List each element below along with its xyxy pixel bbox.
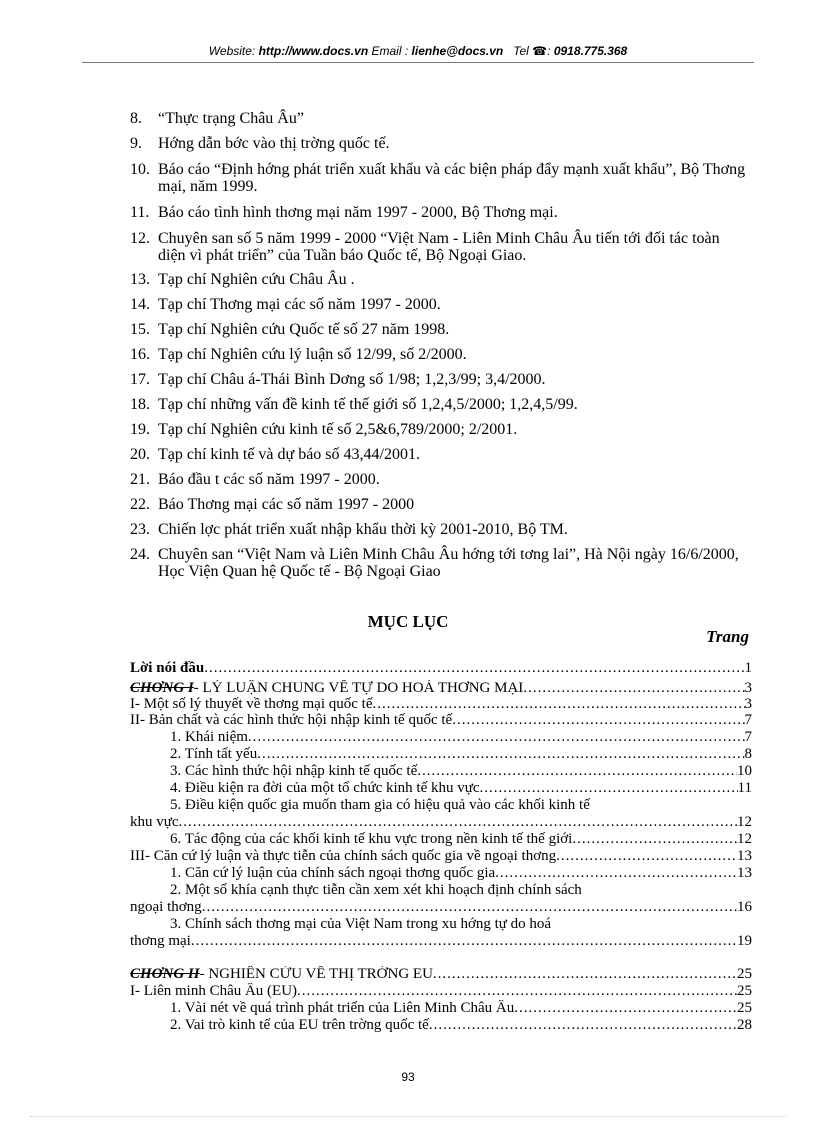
toc-leader [204,660,744,676]
reference-number: 12. [130,230,150,247]
reference-text: Tạp chí Nghiên cứu Quốc tế số 27 năm 1998. [158,321,450,338]
reference-number: 15. [130,321,150,338]
toc-entry-text: Lời nói đầu [130,660,205,676]
reference-number: 14. [130,296,150,313]
toc-page-number: 25 [737,983,752,999]
toc-entry-preface[interactable] [130,660,752,676]
reference-text: Báo cáo “Định hớng phát triển xuất khẩu và các biện pháp đẩy mạnh xuất khẩu”, Bộ Thơng mại, năm 1999. [158,161,746,195]
toc-leader [372,696,744,712]
toc-page-number: 12 [737,831,752,847]
toc-entry[interactable] [130,696,752,712]
reference-number: 24. [130,546,150,563]
reference-text: Báo cáo tình hình thơng mại năm 1997 - 2000, Bộ Thơng mại. [158,204,558,221]
toc-page-number: 19 [737,933,752,949]
toc-entry[interactable] [130,865,752,881]
website-label: Website: [208,44,256,58]
toc-page-number: 13 [737,848,752,864]
toc-entry[interactable] [130,814,752,830]
reference-text: Chiến lợc phát triển xuất nhập khẩu thời kỳ 2001-2010, Bộ TM. [158,521,568,538]
toc-entry[interactable] [130,1017,752,1033]
toc-entry[interactable] [130,729,752,745]
toc-entry-text: 2. Vai trò kinh tế của EU trên trờng quốc tế [170,1017,429,1033]
toc-page-number: 8 [744,746,752,762]
toc-entry-text: thơng mại [130,933,191,949]
toc-entry[interactable] [130,1000,752,1016]
toc-entry-chapter-1[interactable] [130,680,752,696]
toc-leader [556,848,737,864]
toc-leader [514,1000,737,1016]
toc-leader [417,763,737,779]
toc-leader [433,966,737,982]
footer-divider [30,1116,786,1117]
toc-page-number: 3 [744,696,752,712]
toc-leader [572,831,737,847]
toc-page-number: 7 [744,712,752,728]
website-link[interactable]: http://www.docs.vn [258,44,369,58]
toc-entry[interactable] [130,848,752,864]
chapter-label: CHƠNG I [130,680,194,696]
reference-text: Tạp chí Nghiên cứu Châu Âu . [158,271,355,288]
toc-leader [429,1017,737,1033]
toc-entry-text: 4. Điều kiện ra đời của một tổ chức kinh tế khu vực [170,780,480,796]
toc-entry-chapter-2[interactable] [130,966,752,982]
toc-leader [480,780,738,796]
toc-page-number: 3 [744,680,752,696]
reference-number: 17. [130,371,150,388]
toc-entry[interactable] [130,746,752,762]
toc-leader [257,746,744,762]
toc-leader [191,933,737,949]
toc-entry[interactable] [130,983,752,999]
reference-text: Tạp chí Nghiên cứu kinh tế số 2,5&6,789/2000; 2/2001. [158,421,518,438]
toc-leader [248,729,745,745]
toc-entry-text: 2. Tính tất yếu [170,746,258,762]
reference-number: 13. [130,271,150,288]
reference-text: Tạp chí Châu á-Thái Bình Dơng số 1/98; 1,2,3/99; 3,4/2000. [158,371,546,388]
header-divider [82,62,754,63]
reference-number: 19. [130,421,150,438]
toc-leader [523,680,744,696]
toc-entry[interactable] [130,899,752,915]
reference-number: 21. [130,471,150,488]
reference-number: 8. [130,110,142,127]
toc-entry-text: 1. Khái niệm [170,729,248,745]
reference-text: Tạp chí kinh tế và dự báo số 43,44/2001. [158,446,420,463]
toc-entry-text: III- Căn cứ lý luận và thực tiễn của chính sách quốc gia về ngoại thơng [130,848,557,864]
reference-text: Báo đầu t các số năm 1997 - 2000. [158,471,380,488]
reference-number: 22. [130,496,150,513]
toc-entry-text: 3. Chính sách thơng mại của Việt Nam trong xu hớng tự do hoá [170,916,552,932]
toc-entry[interactable] [130,763,752,779]
toc-leader [495,865,737,881]
email-label: Email : [371,44,409,58]
toc-entry-text: 1. Vài nét về quá trình phát triển của Liên Minh Châu Âu [170,1000,515,1016]
reference-text: Chuyên san “Việt Nam và Liên Minh Châu Âu hớng tới tơng lai”, Hà Nội ngày 16/6/2000, Học Viện Quan hệ Quốc tế - Bộ Ngoại Giao [158,546,739,580]
toc-leader [179,814,737,830]
toc-entry-text: 3. Các hình thức hội nhập kinh tế quốc tế [170,763,418,779]
toc-entry-continued[interactable] [130,882,752,898]
reference-text: “Thực trạng Châu Âu” [158,110,304,127]
chapter-label: CHƠNG II [130,966,200,982]
page-header [82,44,754,58]
toc-entry[interactable] [130,712,752,728]
email-link[interactable]: lienhe@docs.vn [411,44,504,58]
tel-number: 0918.775.368 [553,44,628,58]
reference-text: Tạp chí những vấn đề kinh tế thế giới số 1,2,4,5/2000; 1,2,4,5/99. [158,396,578,413]
tel-label: Tel ☎: [513,44,551,58]
toc-page-number: 16 [737,899,752,915]
reference-number: 10. [130,161,150,178]
toc-page-number: 1 [744,660,752,676]
reference-text: Tạp chí Thơng mại các số năm 1997 - 2000. [158,296,441,313]
reference-number: 16. [130,346,150,363]
toc-entry-text: khu vực [130,814,179,830]
toc-entry-text: I- Liên minh Châu Âu (EU) [130,983,298,999]
toc-entry[interactable] [130,831,752,847]
toc-entry-continued[interactable] [130,916,752,932]
toc-entry-text: 5. Điều kiện quốc gia muốn tham gia có hiệu quả vào các khối kinh tế [170,797,590,813]
toc-title: MỤC LỤC [367,612,449,631]
toc-page-column-label: Trang [706,627,749,646]
toc-page-number: 25 [737,966,752,982]
toc-leader [452,712,744,728]
toc-page-number: 11 [737,780,752,796]
reference-number: 9. [130,135,142,152]
toc-page-number: 12 [737,814,752,830]
reference-number: 18. [130,396,150,413]
toc-entry-continued[interactable] [130,797,752,813]
reference-number: 20. [130,446,150,463]
reference-number: 23. [130,521,150,538]
reference-text: Hớng dẫn bớc vào thị trờng quốc tế. [158,135,390,152]
toc-page-number: 10 [737,763,752,779]
reference-number: 11. [130,204,150,221]
toc-page-number: 13 [737,865,752,881]
toc-page-number: 28 [737,1017,752,1033]
reference-text: Chuyên san số 5 năm 1999 - 2000 “Việt Nam - Liên Minh Châu Âu tiến tới đối tác toàn diện vì phát triển” của Tuần báo Quốc tế, Bộ Ngoại Giao. [158,230,720,264]
toc-entry-text: 6. Tác động của các khối kinh tế khu vực trong nền kinh tế thế giới [170,831,573,847]
toc-entry-text: - NGHIÊN CỨU VỀ THỊ TRỜNG EU [199,966,433,982]
toc-entry-text: II- Bản chất và các hình thức hội nhập kinh tế quốc tế [130,712,453,728]
page-number: 93 [401,1070,415,1084]
toc-page-number: 25 [737,1000,752,1016]
toc-entry-text: 2. Một số khía cạnh thực tiễn cần xem xét khi hoạch định chính sách [170,882,582,898]
toc-entry[interactable] [130,780,752,796]
reference-text: Báo Thơng mại các số năm 1997 - 2000 [158,496,415,513]
toc-entry-text: ngoại thơng [130,899,202,915]
reference-text: Tạp chí Nghiên cứu lý luận số 12/99, số 2/2000. [158,346,467,363]
toc-leader [202,899,737,915]
toc-page-number: 7 [744,729,752,745]
toc-entry-text: 1. Căn cứ lý luận của chính sách ngoại thơng quốc gia [170,865,496,881]
toc-leader [297,983,737,999]
toc-entry-text: - LÝ LUẬN CHUNG VỀ TỰ DO HOÁ THƠNG MẠI [193,680,524,696]
toc-entry-text: I- Một số lý thuyết về thơng mại quốc tế [130,696,373,712]
toc-entry[interactable] [130,933,752,949]
